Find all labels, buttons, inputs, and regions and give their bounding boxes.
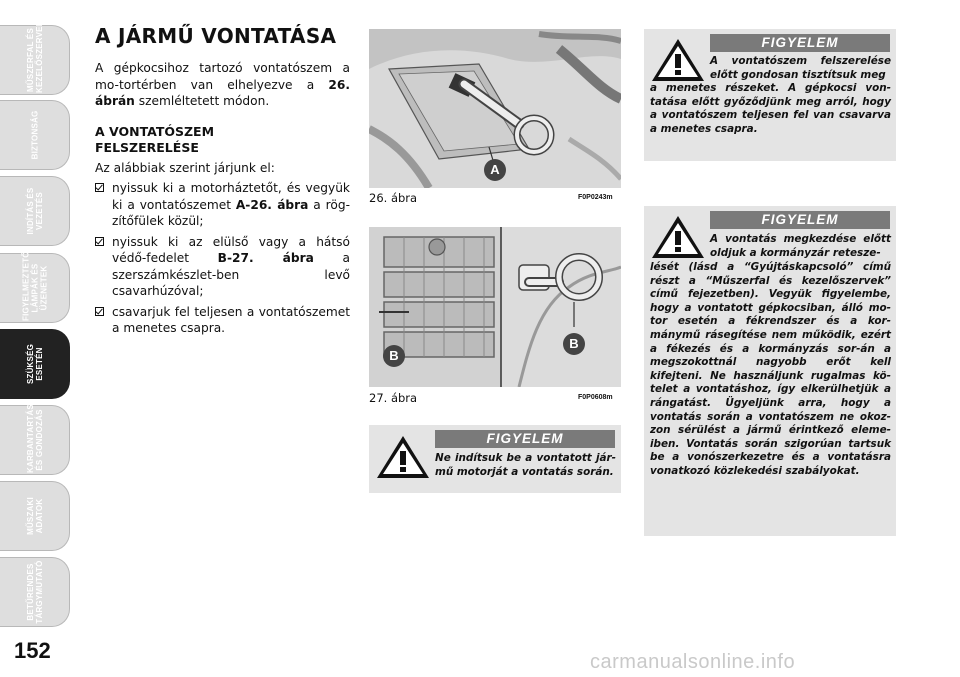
- warning-text: lését (lásd a “Gyújtáskapcsoló” című részt a “Műszerfal és kezelőszervek” című fejezetben). Vegyük figyelembe, hogy a vontatott gépkocsiban, álló mo-tor esetén a fékrendszer és a kor-mánymű rásegítése nem működik, ezért a fékezés és a kormányzás sor-án a megszokottnál nagyobb erőt kell kifejteni. Ne használjunk rugalmas kö-telet a vontatáshoz, így elkerülhetjük a rángatást. Ügyeljünk arra, hogy a vontatás során a vontatószem ne okoz-zon sérülést a jármű érintkező eleme-iben. Vontatás során szigorúan tartsuk be a vonószerkezetre és a vontatásra vonatkozó közlekedési szabályokat.: [650, 261, 891, 477]
- callout-b-front: B: [383, 345, 405, 367]
- warning-triangle-icon: [375, 434, 431, 480]
- warning-text: a menetes részeket. A gépkocsi von-tatása előtt győződjünk meg arról, hogy a vontatószem teljesen fel van csavarva a menetes csapra.: [650, 82, 891, 135]
- figure-reference: B-27. ábra: [217, 251, 314, 265]
- list-item: [95, 234, 350, 300]
- figure-caption: 26. ábra: [369, 191, 418, 205]
- figure-caption: 27. ábra: [369, 391, 418, 405]
- tab-label: KARBANTARTÁS ÉS GONDOZÁS: [25, 404, 44, 473]
- list-item: [95, 180, 350, 230]
- intro-paragraph: [95, 60, 350, 110]
- figure-reference: A-26. ábra: [235, 197, 309, 212]
- list-item-text: csavarjuk fel teljesen a vontatószemet a menetes csapra.: [112, 304, 350, 335]
- list-item-text: nyissuk ki a motorháztetőt, és vegyük ki a vontatószemet: [112, 181, 350, 212]
- tab-instruments[interactable]: [0, 20, 70, 95]
- tab-starting-driving[interactable]: [0, 176, 70, 246]
- tab-warning-lights[interactable]: [0, 253, 70, 323]
- warning-text-first: Ne indítsuk be a vontatott jár-mű motorját a vontatás során.: [435, 452, 616, 478]
- warning-text-first: A vontatás megkezdése előtt oldjuk a kormányzár retesze-: [710, 233, 891, 259]
- warning-box: [644, 206, 896, 536]
- tab-safety[interactable]: [0, 100, 70, 170]
- list-item-text-end: a rög-zítőfülek közül;: [112, 197, 350, 228]
- watermark: carmanualsonline.info: [590, 651, 796, 673]
- list-item: [95, 304, 350, 337]
- bumper-illustration: [369, 227, 621, 387]
- checkbox-bullet-icon: [95, 237, 104, 246]
- tab-emergency[interactable]: [0, 329, 70, 399]
- figure-bumper: [369, 227, 621, 387]
- main-text-column: [95, 24, 350, 341]
- warning-triangle-icon: [650, 37, 706, 83]
- warning-title: FIGYELEM: [435, 430, 615, 448]
- steps-intro: Az alábbiak szerint járjunk el:: [95, 160, 275, 175]
- tab-label: SZÜKSÉG ESETÉN: [25, 343, 44, 385]
- list-item-text: nyissuk ki az elülső vagy a hátsó védő-fedelet: [112, 234, 350, 265]
- tab-label: MŰSZAKI ADATOK: [25, 497, 44, 535]
- tab-technical-data[interactable]: [0, 481, 70, 551]
- steps-list: [95, 180, 350, 337]
- figure-reference: 26. ábrán: [95, 77, 350, 108]
- tab-label: MŰSZERFAL ÉS KEZELŐSZERVEK: [25, 20, 44, 93]
- tab-maintenance[interactable]: [0, 405, 70, 475]
- tab-label: FIGYELMEZTETŐ LÁMPÁK ÉS ÜZENETEK: [21, 251, 48, 321]
- tab-label: BIZTONSÁG: [30, 110, 39, 160]
- warning-text-first: A vontatószem felszerelése előtt gondosan tisztítsuk meg: [710, 55, 891, 81]
- intro-text: A gépkocsihoz tartozó vontatószem a mo-tortérben van elhelyezve a: [95, 61, 350, 92]
- callout-b-rear: B: [563, 333, 585, 355]
- warning-title: FIGYELEM: [710, 34, 890, 52]
- warning-triangle-icon: [650, 214, 706, 260]
- intro-text-end: szemléltetett módon.: [134, 94, 270, 108]
- checkbox-bullet-icon: [95, 307, 104, 316]
- warning-box: [644, 29, 896, 161]
- warning-title: FIGYELEM: [710, 211, 890, 229]
- tab-label: INDÍTÁS ÉS VEZETÉS: [25, 187, 44, 235]
- tab-index[interactable]: [0, 557, 70, 627]
- figure-code: F0P0608m: [578, 394, 613, 401]
- warning-box: [369, 425, 621, 493]
- section-heading: A VONTATÓSZEM FELSZERELÉSE: [95, 123, 215, 155]
- figure-engine-bay: [369, 29, 621, 188]
- page-title: A JÁRMŰ VONTATÁSA: [95, 24, 337, 48]
- checkbox-bullet-icon: [95, 183, 104, 192]
- chapter-tabs: [0, 0, 72, 640]
- page-number: 152: [14, 638, 51, 663]
- list-item-text-end: a szerszámkészlet-ben levő csavarhúzóval;: [112, 251, 350, 298]
- figure-code: F0P0243m: [578, 194, 613, 201]
- tab-label: BETŰRENDES TÁRGYMUTATÓ: [25, 560, 44, 624]
- callout-a: A: [484, 159, 506, 181]
